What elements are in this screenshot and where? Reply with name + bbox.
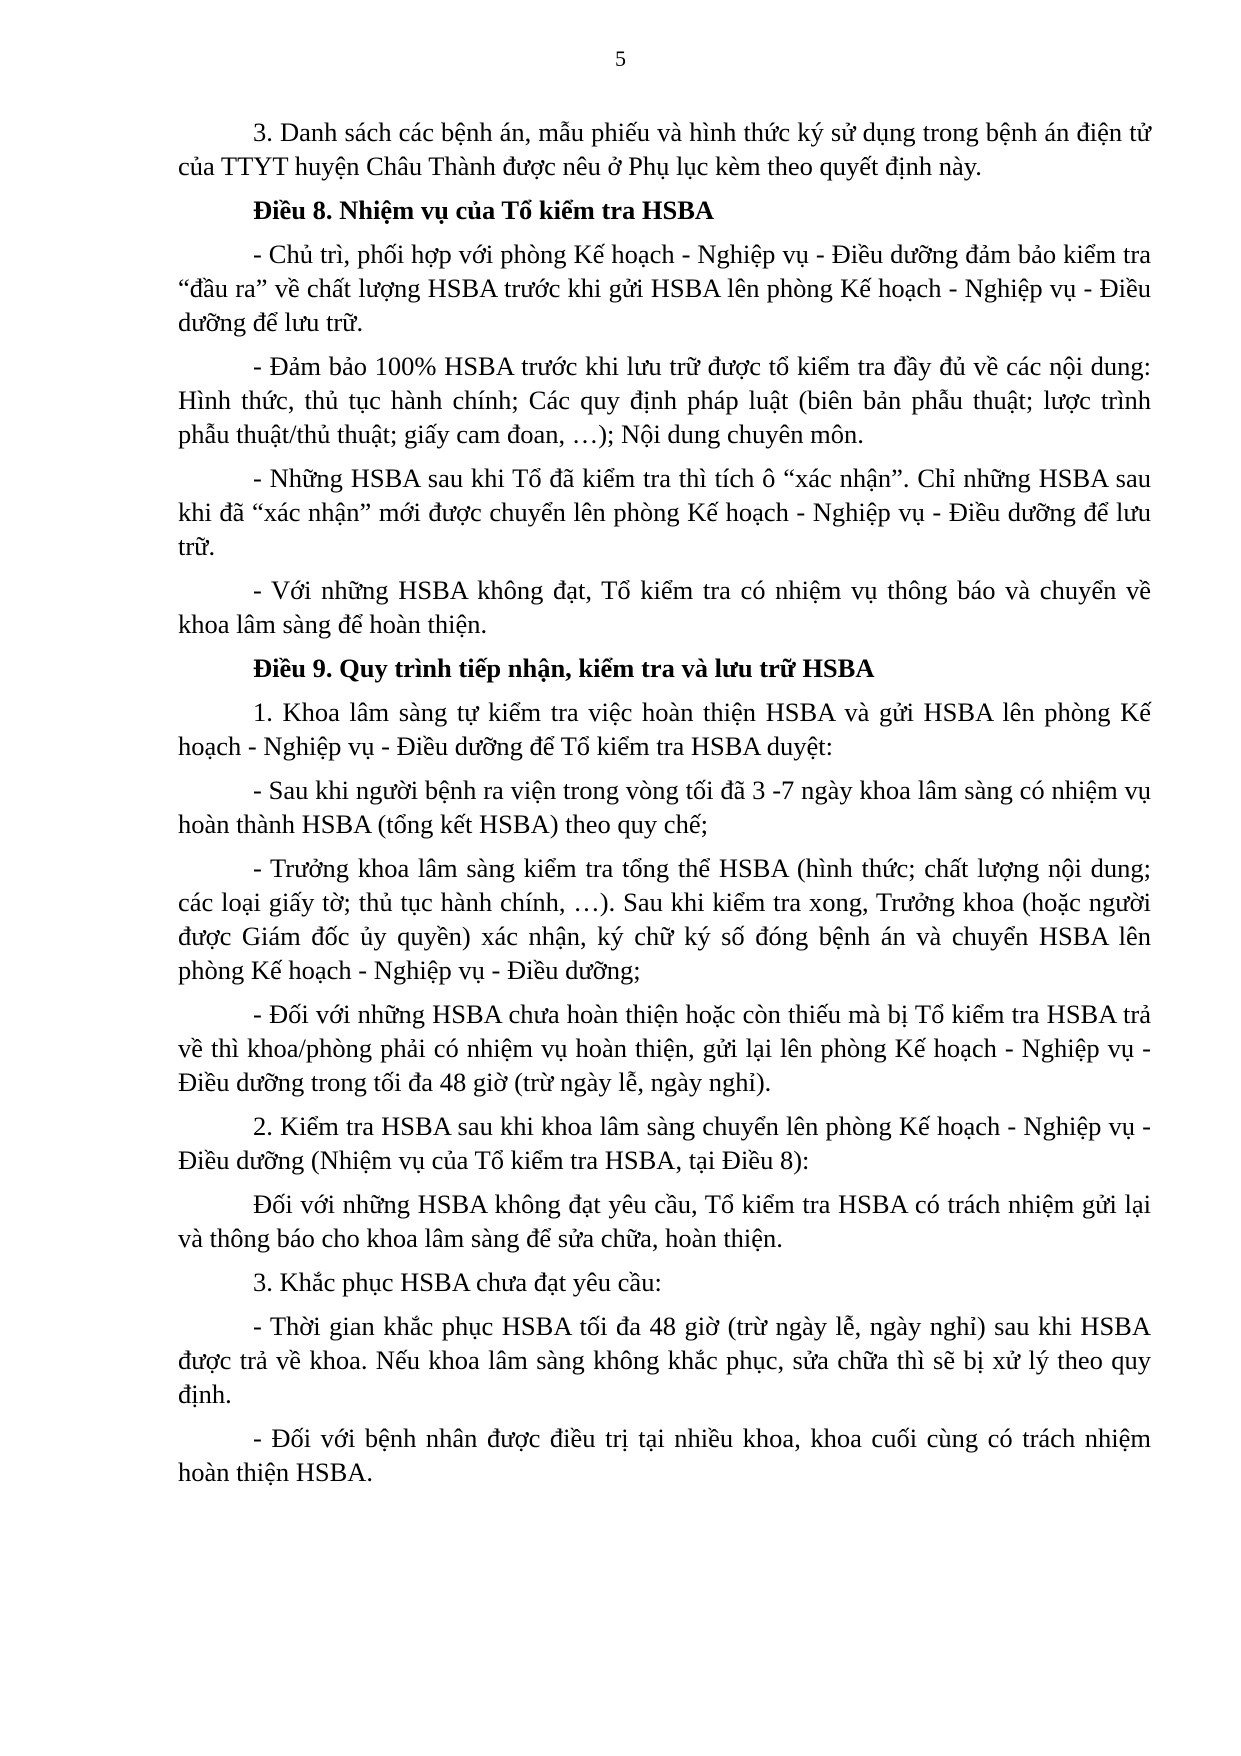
page-number: 5 <box>615 46 626 71</box>
article-9-clause-2-item-1: Đối với những HSBA không đạt yêu cầu, Tổ kiểm tra HSBA có trách nhiệm gửi lại và thông báo cho khoa lâm sàng để sửa chữa, hoàn thiện. <box>178 1189 1151 1253</box>
article-9-clause-1-item-3: - Đối với những HSBA chưa hoàn thiện hoặc còn thiếu mà bị Tổ kiểm tra HSBA trả về thì khoa/phòng phải có nhiệm vụ hoàn thiện, gửi lại lên phòng Kế hoạch - Nghiệp vụ - Điều dưỡng trong tối đa 48 giờ (trừ ngày lễ, ngày nghỉ). <box>178 999 1151 1097</box>
article-9-heading: Điều 9. Quy trình tiếp nhận, kiểm tra và lưu trữ HSBA <box>253 653 875 683</box>
article-9-clause-3-item-1: - Thời gian khắc phục HSBA tối đa 48 giờ (trừ ngày lễ, ngày nghỉ) sau khi HSBA được trả về khoa. Nếu khoa lâm sàng không khắc phục, sửa chữa thì sẽ bị xử lý theo quy định. <box>178 1311 1151 1409</box>
article-9-clause-1: 1. Khoa lâm sàng tự kiểm tra việc hoàn thiện HSBA và gửi HSBA lên phòng Kế hoạch - Nghiệp vụ - Điều dưỡng để Tổ kiểm tra HSBA duyệt: <box>178 697 1151 761</box>
article-9-clause-1-item-1: - Sau khi người bệnh ra viện trong vòng tối đã 3 -7 ngày khoa lâm sàng có nhiệm vụ hoàn thành HSBA (tổng kết HSBA) theo quy chế; <box>178 775 1151 839</box>
article-8-item-2: - Đảm bảo 100% HSBA trước khi lưu trữ được tổ kiểm tra đầy đủ về các nội dung: Hình thức, thủ tục hành chính; Các quy định pháp luật (biên bản phẫu thuật; lược trình phẫu thuật/thủ thuật; giấy cam đoan, …); Nội dung chuyên môn. <box>178 351 1151 449</box>
article-9-clause-3-item-2: - Đối với bệnh nhân được điều trị tại nhiều khoa, khoa cuối cùng có trách nhiệm hoàn thiện HSBA. <box>178 1423 1151 1487</box>
paragraph-3-appendix: 3. Danh sách các bệnh án, mẫu phiếu và hình thức ký sử dụng trong bệnh án điện tử của TTYT huyện Châu Thành được nêu ở Phụ lục kèm theo quyết định này. <box>178 117 1151 181</box>
article-8-item-3: - Những HSBA sau khi Tổ đã kiểm tra thì tích ô “xác nhận”. Chỉ những HSBA sau khi đã “xác nhận” mới được chuyển lên phòng Kế hoạch - Nghiệp vụ - Điều dưỡng để lưu trữ. <box>178 463 1151 561</box>
article-9-clause-1-item-2: - Trưởng khoa lâm sàng kiểm tra tổng thể HSBA (hình thức; chất lượng nội dung; các loại giấy tờ; thủ tục hành chính, …). Sau khi kiểm tra xong, Trưởng khoa (hoặc người được Giám đốc ủy quyền) xác nhận, ký chữ ký số đóng bệnh án và chuyển HSBA lên phòng Kế hoạch - Nghiệp vụ - Điều dưỡng; <box>178 853 1151 985</box>
article-8-heading: Điều 8. Nhiệm vụ của Tổ kiểm tra HSBA <box>253 195 715 225</box>
article-9-clause-2: 2. Kiểm tra HSBA sau khi khoa lâm sàng chuyển lên phòng Kế hoạch - Nghiệp vụ - Điều dưỡng (Nhiệm vụ của Tổ kiểm tra HSBA, tại Điều 8): <box>178 1111 1151 1175</box>
article-8-item-4: - Với những HSBA không đạt, Tổ kiểm tra có nhiệm vụ thông báo và chuyển về khoa lâm sàng để hoàn thiện. <box>178 575 1151 639</box>
article-8-item-1: - Chủ trì, phối hợp với phòng Kế hoạch - Nghiệp vụ - Điều dưỡng đảm bảo kiểm tra “đầu ra” về chất lượng HSBA trước khi gửi HSBA lên phòng Kế hoạch - Nghiệp vụ - Điều dưỡng để lưu trữ. <box>178 239 1151 337</box>
document-body <box>178 115 1151 1499</box>
article-9-clause-3: 3. Khắc phục HSBA chưa đạt yêu cầu: <box>253 1267 662 1297</box>
